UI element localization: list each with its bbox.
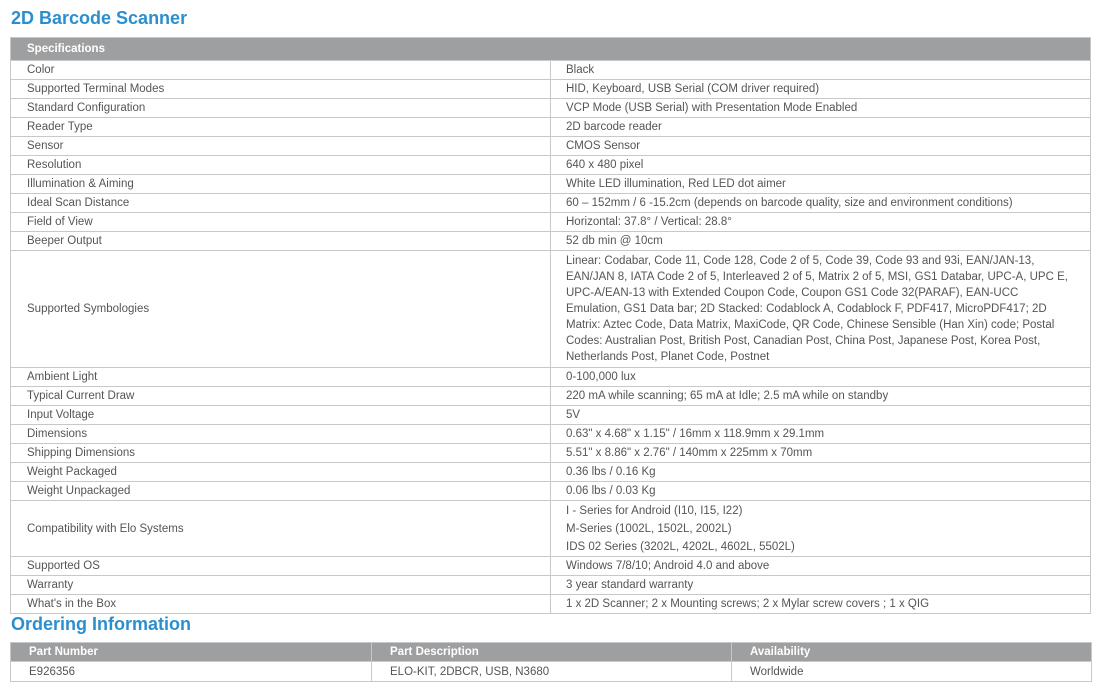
table-row	[11, 557, 1091, 576]
spec-value-line: IDS 02 Series (3202L, 4202L, 4602L, 5502L)	[566, 540, 795, 553]
spec-value-line: I - Series for Android (I10, I15, I22)	[566, 504, 743, 517]
table-row	[11, 99, 1091, 118]
spec-label: Dimensions	[11, 425, 551, 444]
spec-label: Color	[11, 61, 551, 80]
table-row	[11, 232, 1091, 251]
table-row	[11, 368, 1091, 387]
table-row	[11, 444, 1091, 463]
spec-value: 640 x 480 pixel	[551, 156, 1091, 175]
table-row	[11, 175, 1091, 194]
table-row	[11, 61, 1091, 80]
table-row	[11, 406, 1091, 425]
spec-value: 220 mA while scanning; 65 mA at Idle; 2.5 mA while on standby	[551, 387, 1091, 406]
spec-value: 5.51" x 8.86" x 2.76" / 140mm x 225mm x 70mm	[551, 444, 1091, 463]
spec-value-line: M-Series (1002L, 1502L, 2002L)	[566, 522, 732, 535]
spec-value: 0.06 lbs / 0.03 Kg	[551, 482, 1091, 501]
table-row	[11, 595, 1091, 614]
spec-value: VCP Mode (USB Serial) with Presentation Mode Enabled	[551, 99, 1091, 118]
spec-value: 60 – 152mm / 6 -15.2cm (depends on barcode quality, size and environment conditions)	[551, 194, 1091, 213]
spec-label: Typical Current Draw	[11, 387, 551, 406]
spec-label: Ambient Light	[11, 368, 551, 387]
spec-value: Horizontal: 37.8° / Vertical: 28.8°	[551, 213, 1091, 232]
spec-value: 0-100,000 lux	[551, 368, 1091, 387]
part-number-header: Part Number	[11, 643, 372, 662]
table-row	[11, 251, 1091, 368]
spec-label: Resolution	[11, 156, 551, 175]
table-row	[11, 194, 1091, 213]
spec-label: Ideal Scan Distance	[11, 194, 551, 213]
spec-label: Illumination & Aiming	[11, 175, 551, 194]
table-row	[11, 662, 1092, 682]
spec-value: 0.36 lbs / 0.16 Kg	[551, 463, 1091, 482]
part-number: E926356	[11, 662, 372, 682]
specifications-header: Specifications	[11, 38, 1091, 61]
spec-label: Standard Configuration	[11, 99, 551, 118]
availability-header: Availability	[732, 643, 1092, 662]
ordering-title: Ordering Information	[11, 614, 191, 634]
spec-label: Weight Unpackaged	[11, 482, 551, 501]
spec-value: 1 x 2D Scanner; 2 x Mounting screws; 2 x Mylar screw covers ; 1 x QIG	[551, 595, 1091, 614]
ordering-table	[10, 642, 1092, 682]
spec-value-cell	[551, 501, 1091, 557]
spec-label: Supported Symbologies	[11, 251, 551, 368]
spec-label: What's in the Box	[11, 595, 551, 614]
spec-label: Compatibility with Elo Systems	[11, 501, 551, 557]
spec-label: Sensor	[11, 137, 551, 156]
spec-label: Weight Packaged	[11, 463, 551, 482]
spec-value: 5V	[551, 406, 1091, 425]
spec-label: Shipping Dimensions	[11, 444, 551, 463]
spec-label: Supported Terminal Modes	[11, 80, 551, 99]
spec-value: 0.63" x 4.68" x 1.15" / 16mm x 118.9mm x 29.1mm	[551, 425, 1091, 444]
table-row	[11, 137, 1091, 156]
page-title: 2D Barcode Scanner	[11, 8, 188, 28]
spec-value: 52 db min @ 10cm	[551, 232, 1091, 251]
part-description-header: Part Description	[372, 643, 732, 662]
table-row	[11, 482, 1091, 501]
spec-value: Black	[551, 61, 1091, 80]
table-row	[11, 576, 1091, 595]
spec-value: HID, Keyboard, USB Serial (COM driver required)	[551, 80, 1091, 99]
table-row	[11, 501, 1091, 557]
spec-label: Warranty	[11, 576, 551, 595]
spec-value: Linear: Codabar, Code 11, Code 128, Code 2 of 5, Code 39, Code 93 and 93i, EAN/JAN-13, EAN/JAN 8, IATA Code 2 of 5, Interleaved 2 of 5, Matrix 2 of 5, MSI, GS1 Databar, UPC-A, UPC E, UPC-A/EAN-13 with Extended Coupon Code, Coupon GS1 Code 32(PARAF), EAN-UCC Emulation, GS1 Data bar; 2D Stacked: Codablock A, Codablock F, PDF417, MicroPDF417; 2D Matrix: Aztec Code, Data Matrix, MaxiCode, QR Code, Chinese Sensible (Han Xin) code; Postal Codes: Australian Post, British Post, Canadian Post, China Post, Japanese Post, Korea Post, Netherlands Post, Planet Code, Postnet	[566, 255, 1068, 363]
table-row	[11, 387, 1091, 406]
table-row	[11, 425, 1091, 444]
spec-value: 2D barcode reader	[551, 118, 1091, 137]
table-row	[11, 118, 1091, 137]
table-row	[11, 463, 1091, 482]
spec-label: Reader Type	[11, 118, 551, 137]
table-row	[11, 156, 1091, 175]
spec-label: Beeper Output	[11, 232, 551, 251]
spec-value: Windows 7/8/10; Android 4.0 and above	[551, 557, 1091, 576]
specifications-table	[10, 37, 1091, 614]
spec-label: Field of View	[11, 213, 551, 232]
spec-value: CMOS Sensor	[551, 137, 1091, 156]
spec-value: White LED illumination, Red LED dot aimer	[551, 175, 1091, 194]
ordering-header-row	[11, 643, 1092, 662]
spec-label: Input Voltage	[11, 406, 551, 425]
spec-value-cell	[551, 251, 1091, 368]
table-row	[11, 213, 1091, 232]
spec-value: 3 year standard warranty	[551, 576, 1091, 595]
spec-label: Supported OS	[11, 557, 551, 576]
part-description: ELO-KIT, 2DBCR, USB, N3680	[372, 662, 732, 682]
availability: Worldwide	[732, 662, 1092, 682]
table-row	[11, 80, 1091, 99]
